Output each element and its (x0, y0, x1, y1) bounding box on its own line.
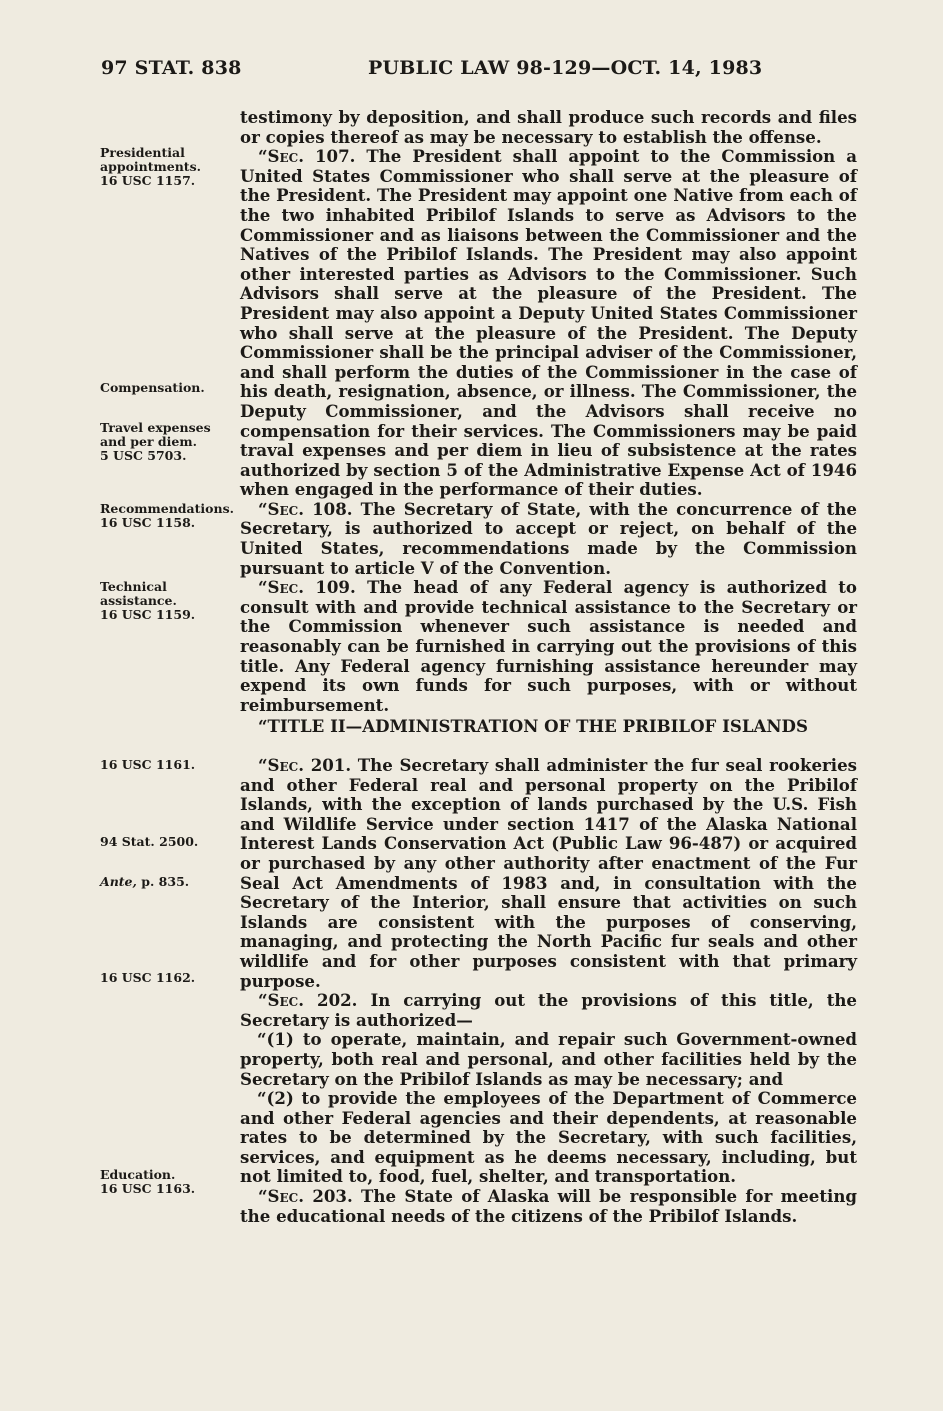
section-203-text: . 203. The State of Alaska will be responsible for meeting the educational needs of the citizens of the Pribilof Islands. (240, 1186, 857, 1226)
margin-note-technical-assistance (100, 580, 195, 622)
margin-note-line: 5 USC 5703. (100, 448, 187, 463)
margin-note-line (100, 875, 189, 889)
section-108-text: . 108. The Secretary of State, with the concurrence of the Secretary, is authorized to accept or reject, on behalf of the United States, recommendations made by the Commission pursuant to article V of the Convention. (240, 498, 857, 578)
section-107 (240, 147, 857, 500)
margin-note-16-usc-1161 (100, 758, 195, 772)
section-smallcaps: ec (279, 1186, 299, 1207)
ante-word: Ante, (100, 874, 137, 889)
margin-note-ante (100, 875, 189, 889)
margin-note-line: and per diem. (100, 434, 197, 449)
section-open: “S (258, 498, 280, 519)
margin-note-line: assistance. (100, 593, 177, 608)
section-smallcaps: ec (279, 577, 299, 598)
section-open: “S (258, 577, 280, 598)
section-202-text: . 202. In carrying out the provisions of this title, the Secretary is authorized— (240, 990, 857, 1030)
margin-note-line: appointments. (100, 159, 201, 174)
margin-note-16-usc-1162 (100, 971, 195, 985)
title-ii-heading: “TITLE II—ADMINISTRATION OF THE PRIBILOF ISLANDS (258, 716, 808, 736)
margin-note-line: Recommendations. (100, 501, 234, 516)
section-109 (240, 578, 857, 715)
section-open: “S (258, 1186, 280, 1207)
section-open: “S (258, 990, 280, 1011)
margin-note-line: Presidential (100, 145, 185, 160)
continuation-paragraph: testimony by deposition, and shall produce such records and files or copies thereof as may be necessary to establish the offense. (240, 107, 857, 147)
section-smallcaps: ec (279, 990, 299, 1011)
section-smallcaps: ec (279, 755, 299, 775)
margin-note-94-stat-2500 (100, 835, 198, 849)
margin-note-line: 16 USC 1161. (100, 757, 196, 772)
margin-note-presidential-appointments (100, 146, 201, 188)
margin-note-line: 16 USC 1163. (100, 1181, 196, 1196)
margin-note-compensation (100, 381, 205, 395)
section-smallcaps: ec (279, 146, 299, 167)
margin-note-line: Technical (100, 579, 167, 594)
section-202 (240, 991, 857, 1030)
margin-note-travel-expenses (100, 421, 211, 463)
section-201 (240, 756, 857, 991)
margin-note-line: 16 USC 1162. (100, 970, 196, 985)
body-text-upper (240, 108, 857, 715)
margin-note-line: Education. (100, 1167, 176, 1182)
section-open: “S (258, 146, 280, 167)
section-open: “S (258, 755, 280, 775)
margin-note-recommendations (100, 502, 234, 530)
section-203 (240, 1187, 857, 1226)
section-smallcaps: ec (279, 498, 299, 519)
page-stat-number: 97 STAT. 838 (101, 57, 242, 79)
margin-note-line: 94 Stat. 2500. (100, 834, 199, 849)
margin-note-line: 16 USC 1157. (100, 173, 196, 188)
margin-note-line: Compensation. (100, 380, 205, 395)
margin-note-line: Travel expenses (100, 420, 211, 435)
section-108 (240, 500, 857, 578)
section-201-text: . 201. The Secretary shall administer the fur seal rookeries and other Federal real and personal property on the Pribilof Islands, with the exception of lands purchased by the U.S. Fish and Wildlife Service under section 1417 of the Alaska National Interest Lands Conservation Act (Public Law 96-487) or acquired or purchased by any other authority after enactment of the Fur Seal Act Amendments of 1983 and, in consultation with the Secretary of the Interior, shall ensure that activities on such Islands are consistent with the purposes of conserving, managing, and protecting the North Pacific fur seals and other wildlife and for other purposes consistent with that primary purpose. (240, 755, 857, 991)
section-109-text: . 109. The head of any Federal agency is authorized to consult with and provide technical assistance to the Secretary or the Commission whenever such assistance is needed and reasonably can be furnished in carrying out the provisions of this title. Any Federal agency furnishing assistance hereunder may expend its own funds for such purposes, with or without reimbursement. (240, 577, 857, 715)
section-202-item-1: “(1) to operate, maintain, and repair such Government-owned property, both real and personal, and other facilities held by the Secretary on the Pribilof Islands as may be necessary; and (240, 1029, 857, 1089)
page-header-title: PUBLIC LAW 98-129—OCT. 14, 1983 (368, 57, 763, 79)
margin-note-education (100, 1168, 195, 1196)
section-107-text: . 107. The President shall appoint to the Commission a United States Commissioner who shall serve at the pleasure of the President. The President may appoint one Native from each of the two inhabited Pribilof Islands to serve as Advisors to the Commissioner and as liaisons between the Commissioner and the Natives of the Pribilof Islands. The President may also appoint other interested parties as Advisors to the Commissioner. Such Advisors shall serve at the pleasure of the President. The President may also appoint a Deputy United States Commissioner who shall serve at the pleasure of the President. The Deputy Commissioner shall be the principal adviser of the Commissioner, and shall perform the duties of the Commissioner in the case of his death, resignation, absence, or illness. The Commissioner, the Deputy Commissioner, and the Advisors shall receive no compensation for their services. The Commissioners may be paid traval expenses and per diem in lieu of subsistence at the rates authorized by section 5 of the Administrative Expense Act of 1946 when engaged in the performance of their duties. (240, 146, 857, 500)
section-202-item-2: “(2) to provide the employees of the Department of Commerce and other Federal agencies and their dependents, at reasonable rates to be determined by the Secretary, with such facilities, services, and equipment as he deems necessary, including, but not limited to, food, fuel, shelter, and transportation. (240, 1088, 857, 1187)
body-text-lower (240, 756, 857, 1226)
margin-note-line: 16 USC 1158. (100, 515, 196, 530)
ante-page: p. 835. (136, 874, 190, 889)
margin-note-line: 16 USC 1159. (100, 607, 196, 622)
